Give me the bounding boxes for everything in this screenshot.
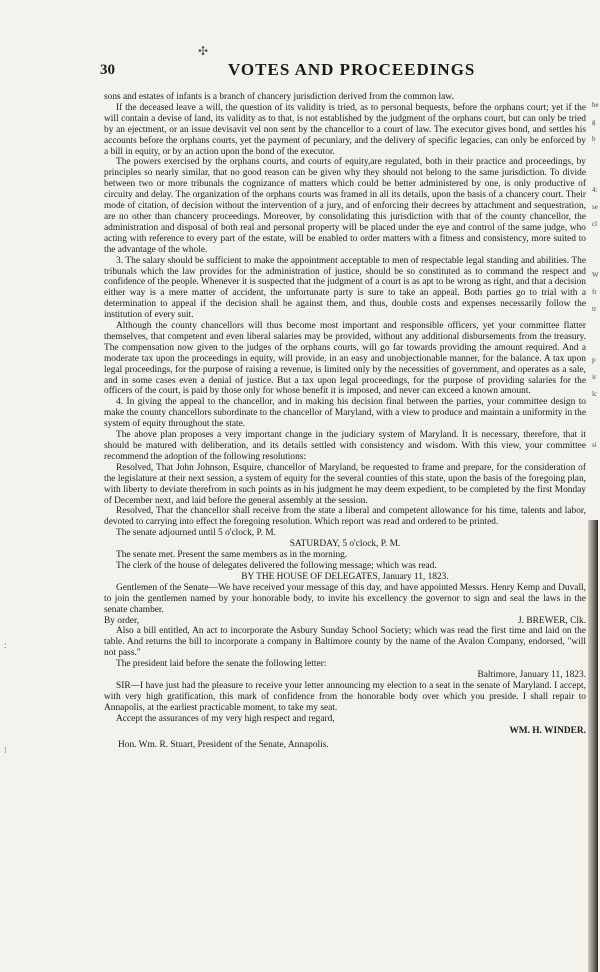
paragraph: BY THE HOUSE OF DELEGATES, January 11, 1823. <box>241 571 449 582</box>
paragraph: Also a bill entitled, An act to incorporate the Asbury Sunday School Society; which was read the first time and laid on the table. And returns the bill to incorporate a company in Baltimore county by the name of the Avalon Company, endorsed, "will not pass." <box>104 626 586 659</box>
paragraph: Accept the assurances of my very high respect and regard, <box>116 713 335 724</box>
paragraph: The clerk of the house of delegates delivered the following message; which was read. <box>116 560 437 571</box>
signature: WM. H. WINDER. <box>509 725 586 736</box>
edge-fragment: g <box>592 118 596 126</box>
paragraph: sons and estates of infants is a branch of chancery jurisdiction derived from the common law. <box>104 92 454 102</box>
paragraph: Baltimore, January 11, 1823. <box>477 670 586 681</box>
clerk-signature: J. BREWER, Clk. <box>518 615 586 626</box>
paragraph: 3. The salary should be sufficient to make the appointment acceptable to men of respectable legal standing and abilities. The tribunals which the law provides for the administration of justice, should be so constituted as to command the respect and confidence of the people. Whenever it is suspected that the judgment of a court is as apt to be wrong as right, and that a decision either way is a mere matter of accident, the unfortunate party is sure to take an appeal. Both parties go to trial with a determination to appeal if the decision shall be against them, and thus, double costs and expenses necessarily follow the institution of every suit. <box>104 255 586 321</box>
paragraph: The senate met. Present the same members as in the morning. <box>116 550 348 561</box>
book-spine-shadow <box>588 520 598 972</box>
margin-smudge: ⁝ <box>4 745 7 755</box>
addressee: Hon. Wm. R. Stuart, President of the Senate, Annapolis. <box>118 740 329 751</box>
body-text <box>104 92 586 751</box>
paragraph: The powers exercised by the orphans courts, and courts of equity,are regulated, both in their practice and proceedings, by principles so nearly similar, that no good reason can be given why they should not belong to the same jurisdiction. To divide between two or more tribunals the cognizance of matters which could be better administered by one, is only productive of circuity and delay. The organization of the orphans courts was framed in all its details, upon the basis of a chancery court. Their mode of citation, of decision without the intervention of a jury, and of enforcing their decrees by attachment and sequestration, are no other than chancery proceedings. Moreover, by consolidating this jurisdiction with that of the county chancellor, the administration and disposal of both real and personal property will be placed under the eye and control of the same judge, who acting with reference to every part of the estate, will be enabled to order matters with a fitness and consistency, more suited to the advantage of the whole. <box>104 157 586 255</box>
edge-fragment: p <box>592 356 596 364</box>
page-header <box>100 60 585 82</box>
paragraph: The senate adjourned until 5 o'clock, P. M. <box>116 528 276 539</box>
paragraph: Although the county chancellors will thus become most important and responsible officers, yet your committee flatter themselves, that competent and even liberal salaries may be provided, without any additional disbursements from the treasury. The compensation now given to the judges of the orphans courts, will go far towards providing the amount required. And a moderate tax upon the proceedings in equity, will provide, in an easy and unobjectionable manner, for the balance. A tax upon legal proceedings, for the purpose of raising a revenue, is limited only by the necessities of government, and operates as a sale, and in some cases even a denial of justice. But a tax upon legal proceedings, for the purpose of providing salaries for the officers of the court, is paid by those only for whose benefit it is imposed, and never can exceed a known amount. <box>104 321 586 397</box>
paragraph <box>104 616 586 627</box>
edge-fragment: 4: <box>592 186 598 194</box>
page-number: 30 <box>100 62 115 78</box>
running-head: VOTES AND PROCEEDINGS <box>228 60 476 79</box>
paragraph: Resolved, That John Johnson, Esquire, chancellor of Maryland, be requested to frame and prepare, for the consideration of the legislature at their next session, a system of equity for the several counties of this state, upon the basis of the foregoing plan, with liberty to deviate therefrom in such points as in his judgment he may deem expedient, to be completed by the first Monday of December next, and laid before the general assembly at the session. <box>104 462 586 506</box>
edge-fragment: se <box>592 203 598 211</box>
paragraph: The above plan proposes a very important change in the judiciary system of Maryland. It is necessary, therefore, that it should be matured with deliberation, and its details settled with consistency and wisdom. With this view, your committee recommend the adoption of the following resolutions: <box>104 430 586 462</box>
edge-fragment: si <box>592 441 597 449</box>
by-order-label: By order, <box>104 615 140 626</box>
paragraph: If the deceased leave a will, the question of its validity is tried, as to personal bequests, before the orphans court; yet if the will contain a devise of land, its validity as to that, is not established by the judgment of the orphans court, but can only be tried by an ejectment, or an issue devisavit vel non sent by the chancellor to a court of law. The executor gives bond, and settles his accounts before the orphans courts, yet the payment of pecuniary, and the delivery of specific legacies, can only be enforced by a bill in equity, or by an action upon the bond of the executor. <box>104 102 586 157</box>
edge-fragment: ir <box>592 373 597 381</box>
paragraph: SATURDAY, 5 o'clock, P. M. <box>289 539 401 550</box>
paragraph: The president laid before the senate the following letter: <box>116 659 327 670</box>
ornament-mark: ✣ <box>198 44 209 58</box>
edge-fragment: tr <box>592 305 597 313</box>
paragraph: Resolved, That the chancellor shall receive from the state a liberal and competent allowance for his time, talents and labor, devoted to carrying into effect the foregoing resolution. Which report was read and ordered to be printed. <box>104 506 586 528</box>
edge-fragment: W <box>592 271 599 279</box>
paragraph: 4. In giving the appeal to the chancellor, and in making his decision final between the parties, your committee design to make the county chancellors subordinate to the chancellor of Maryland, with a view to produce and maintain a uniformity in the system of equity throughout the state. <box>104 397 586 430</box>
paragraph: Gentlemen of the Senate—We have received your message of this day, and have appointed Messrs. Henry Kemp and Duvall, to join the gentlemen named by your honorable body, to invite his excellency the governor to sign and seal the laws in the senate chamber. <box>104 582 586 615</box>
edge-fragment: lc <box>592 390 598 398</box>
edge-fragment: be <box>592 101 599 109</box>
edge-fragment: b <box>592 135 596 143</box>
margin-smudge: : <box>4 640 7 650</box>
edge-fragment: cl <box>592 220 598 228</box>
edge-fragment: fr <box>592 288 597 296</box>
paragraph: SIR—I have just had the pleasure to receive your letter announcing my election to a seat in the senate of Maryland. I accept, with very high gratification, this mark of confidence from the honorable body over which you preside. I shall repair to Annapolis, at the earliest practicable moment, to take my seat. <box>104 680 586 713</box>
